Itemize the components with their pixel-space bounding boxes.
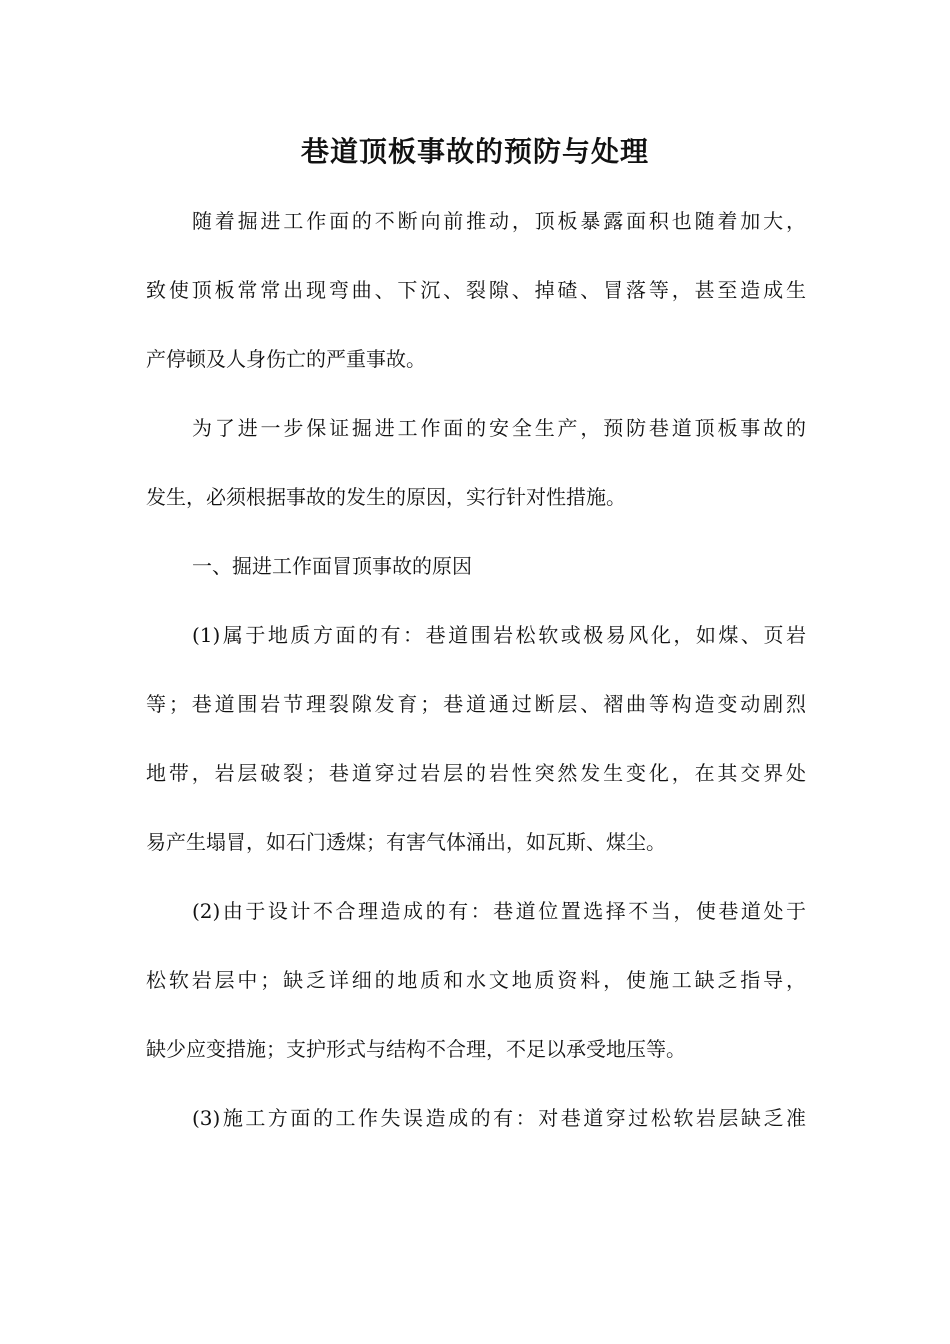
paragraph-line: 为了进一步保证掘进工作面的安全生产，预防巷道顶板事故的 [192, 416, 806, 440]
paragraph-line: 地带，岩层破裂；巷道穿过岩层的岩性突然发生变化，在其交界处 [146, 761, 806, 785]
paragraph-line: 产停顿及人身伤亡的严重事故。 [146, 347, 426, 371]
paragraph-line: (1)属于地质方面的有：巷道围岩松软或极易风化，如煤、页岩 [192, 623, 806, 647]
paragraph-line: 致使顶板常常出现弯曲、下沉、裂隙、掉碴、冒落等，甚至造成生 [146, 278, 806, 302]
paragraph-line: 缺少应变措施；支护形式与结构不合理，不足以承受地压等。 [146, 1037, 686, 1061]
document-title: 巷道顶板事故的预防与处理 [300, 135, 649, 168]
paragraph-line: 随着掘进工作面的不断向前推动，顶板暴露面积也随着加大， [192, 209, 806, 233]
paragraph-line: 发生，必须根据事故的发生的原因，实行针对性措施。 [146, 485, 626, 509]
paragraph-line: 等；巷道围岩节理裂隙发育；巷道通过断层、褶曲等构造变动剧烈 [146, 692, 806, 716]
paragraph-line: 松软岩层中；缺乏详细的地质和水文地质资料，使施工缺乏指导， [146, 968, 806, 992]
section-heading: 一、掘进工作面冒顶事故的原因 [192, 554, 472, 578]
document-body [146, 196, 806, 1162]
paragraph-line: (2)由于设计不合理造成的有：巷道位置选择不当，使巷道处于 [192, 899, 806, 923]
paragraph-line: (3)施工方面的工作失误造成的有：对巷道穿过松软岩层缺乏准 [192, 1106, 806, 1130]
paragraph-line: 易产生塌冒，如石门透煤；有害气体涌出，如瓦斯、煤尘。 [146, 830, 666, 854]
